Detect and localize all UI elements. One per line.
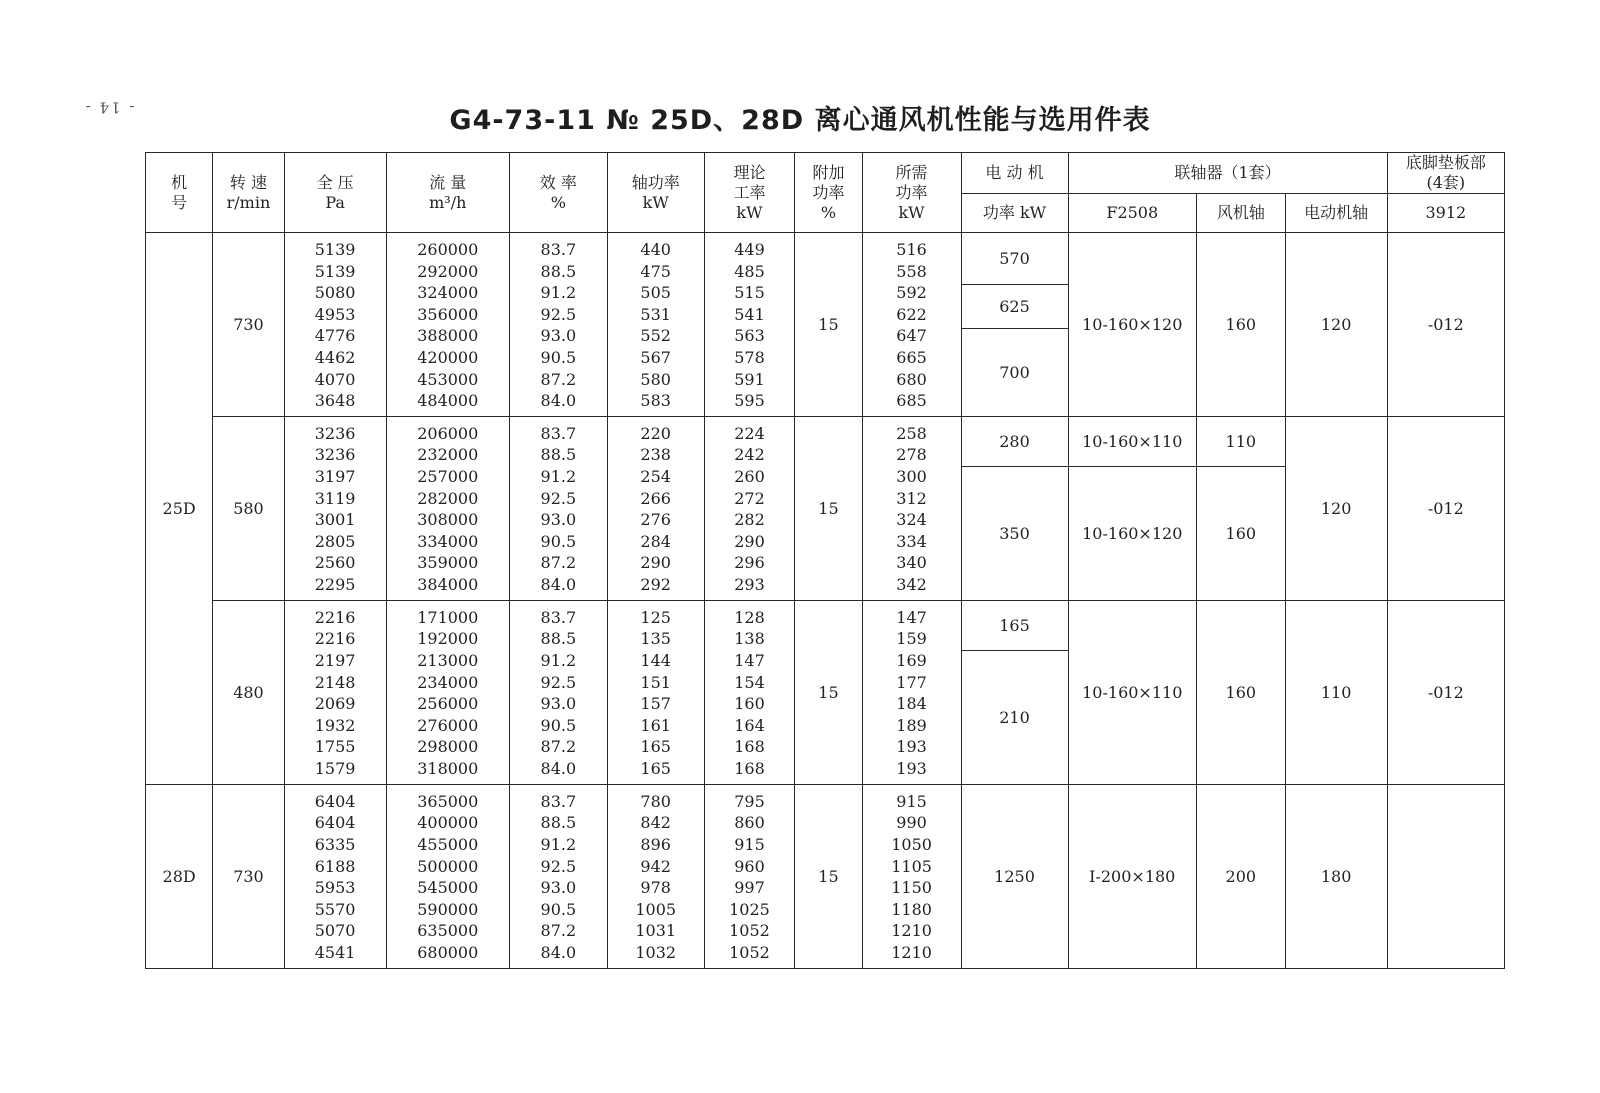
list-value: 635000 xyxy=(417,921,479,941)
list-value: 213000 xyxy=(417,651,479,671)
list-value: 184 xyxy=(896,694,927,714)
list-value: 1755 xyxy=(314,737,356,757)
list-value: 312 xyxy=(896,488,927,508)
speed-cell: 580 xyxy=(213,416,284,600)
list-value: 242 xyxy=(734,445,765,465)
list-value: 87.2 xyxy=(540,553,577,573)
list-value: 290 xyxy=(640,553,671,573)
header-label: 理论 工率 kW xyxy=(733,162,766,222)
list-value: 420000 xyxy=(417,347,479,367)
list-value: 484000 xyxy=(417,391,479,411)
list-value: 342 xyxy=(896,575,927,595)
list-value: 189 xyxy=(896,715,927,735)
extra-power-cell: 15 xyxy=(795,784,862,968)
list-value: 583 xyxy=(640,391,671,411)
motor-power-cell: 210 xyxy=(961,650,1068,784)
efficiency-list xyxy=(509,600,607,784)
list-value: 384000 xyxy=(417,575,479,595)
fan-shaft-cell: 110 xyxy=(1196,416,1285,466)
base-plate-cell: -012 xyxy=(1387,416,1504,600)
list-value: 541 xyxy=(734,304,765,324)
list-value: 220 xyxy=(640,423,671,443)
fan-shaft-cell: 200 xyxy=(1196,784,1285,968)
list-value: 91.2 xyxy=(540,651,577,671)
list-value: 545000 xyxy=(417,878,479,898)
list-value: 91.2 xyxy=(540,283,577,303)
motor-shaft-cell: 180 xyxy=(1285,784,1387,968)
list-value: 324 xyxy=(896,510,927,530)
list-value: 1150 xyxy=(891,878,932,898)
list-value: 318000 xyxy=(417,759,479,779)
theory-power-list xyxy=(704,784,795,968)
coupling-cell: 10-160×120 xyxy=(1068,233,1196,417)
list-value: 164 xyxy=(734,715,765,735)
list-value: 88.5 xyxy=(540,813,577,833)
list-value: 90.5 xyxy=(540,899,577,919)
list-value: 93.0 xyxy=(540,510,577,530)
list-value: 91.2 xyxy=(540,467,577,487)
list-value: 135 xyxy=(640,629,671,649)
list-value: 365000 xyxy=(417,791,479,811)
header-base-plate-code: 3912 xyxy=(1387,194,1504,233)
header-pressure xyxy=(284,153,386,233)
pressure-list xyxy=(284,600,386,784)
list-value: 531 xyxy=(640,304,671,324)
list-value: 88.5 xyxy=(540,445,577,465)
motor-power-cell: 570 xyxy=(961,233,1068,285)
list-value: 3236 xyxy=(314,445,356,465)
performance-table xyxy=(145,152,1505,969)
model-cell: 25D xyxy=(146,233,213,785)
list-value: 93.0 xyxy=(540,878,577,898)
list-value: 2148 xyxy=(314,672,356,692)
extra-power-cell: 15 xyxy=(795,416,862,600)
list-value: 915 xyxy=(734,835,765,855)
list-value: 193 xyxy=(896,737,927,757)
shaft-power-list xyxy=(607,233,704,417)
list-value: 595 xyxy=(734,391,765,411)
list-value: 256000 xyxy=(417,694,479,714)
list-value: 232000 xyxy=(417,445,479,465)
theory-power-list xyxy=(704,416,795,600)
list-value: 160 xyxy=(734,694,765,714)
list-value: 4776 xyxy=(314,326,356,346)
flow-list xyxy=(386,233,509,417)
list-value: 580 xyxy=(640,369,671,389)
list-value: 93.0 xyxy=(540,326,577,346)
base-plate-cell xyxy=(1387,784,1504,968)
list-value: 1052 xyxy=(729,921,770,941)
list-value: 515 xyxy=(734,283,765,303)
fan-shaft-cell: 160 xyxy=(1196,600,1285,784)
list-value: 6404 xyxy=(314,791,356,811)
coupling-cell: 10-160×120 xyxy=(1068,466,1196,600)
pressure-list xyxy=(284,416,386,600)
header-model xyxy=(146,153,213,233)
efficiency-list xyxy=(509,784,607,968)
list-value: 257000 xyxy=(417,467,479,487)
list-value: 2197 xyxy=(314,651,356,671)
base-plate-cell: -012 xyxy=(1387,233,1504,417)
list-value: 915 xyxy=(896,791,927,811)
list-value: 591 xyxy=(734,369,765,389)
list-value: 157 xyxy=(640,694,671,714)
motor-power-cell: 1250 xyxy=(961,784,1068,968)
list-value: 590000 xyxy=(417,899,479,919)
list-value: 4541 xyxy=(314,943,356,963)
list-value: 516 xyxy=(896,240,927,259)
list-value: 4070 xyxy=(314,369,356,389)
list-value: 356000 xyxy=(417,304,479,324)
list-value: 453000 xyxy=(417,369,479,389)
list-value: 266 xyxy=(640,488,671,508)
header-label: 所需 功率 kW xyxy=(895,162,928,222)
list-value: 647 xyxy=(896,326,927,346)
flow-list xyxy=(386,784,509,968)
extra-power-cell: 15 xyxy=(795,233,862,417)
header-label: 流 量 m³/h xyxy=(429,172,467,212)
base-plate-cell: -012 xyxy=(1387,600,1504,784)
list-value: 125 xyxy=(640,607,671,627)
list-value: 440 xyxy=(640,240,671,259)
flow-list xyxy=(386,416,509,600)
list-value: 2295 xyxy=(314,575,356,595)
list-value: 6188 xyxy=(314,856,356,876)
required-power-list xyxy=(862,233,961,417)
list-value: 260 xyxy=(734,467,765,487)
list-value: 161 xyxy=(640,715,671,735)
list-value: 88.5 xyxy=(540,261,577,281)
list-value: 1180 xyxy=(891,899,932,919)
header-motor: 电 动 机 xyxy=(961,153,1068,194)
list-value: 238 xyxy=(640,445,671,465)
motor-power-cell: 625 xyxy=(961,285,1068,329)
list-value: 4462 xyxy=(314,347,356,367)
required-power-list xyxy=(862,784,961,968)
header-label: 底脚垫板部 (4套) xyxy=(1405,153,1486,192)
list-value: 92.5 xyxy=(540,856,577,876)
list-value: 83.7 xyxy=(540,607,577,627)
list-value: 83.7 xyxy=(540,240,577,259)
list-value: 292000 xyxy=(417,261,479,281)
list-value: 3001 xyxy=(314,510,356,530)
list-value: 224 xyxy=(734,423,765,443)
list-value: 290 xyxy=(734,531,765,551)
motor-shaft-cell: 120 xyxy=(1285,416,1387,600)
list-value: 1031 xyxy=(635,921,677,941)
list-value: 960 xyxy=(734,856,765,876)
list-value: 193 xyxy=(896,759,927,779)
list-value: 168 xyxy=(734,737,765,757)
list-value: 5139 xyxy=(314,261,356,281)
list-value: 292 xyxy=(640,575,671,595)
list-value: 485 xyxy=(734,261,765,281)
motor-shaft-cell: 110 xyxy=(1285,600,1387,784)
list-value: 272 xyxy=(734,488,765,508)
list-value: 90.5 xyxy=(540,715,577,735)
list-value: 90.5 xyxy=(540,531,577,551)
efficiency-list xyxy=(509,233,607,417)
header-extra-power xyxy=(795,153,862,233)
motor-power-cell: 165 xyxy=(961,600,1068,650)
list-value: 324000 xyxy=(417,283,479,303)
list-value: 5080 xyxy=(314,283,356,303)
list-value: 206000 xyxy=(417,423,479,443)
flow-list xyxy=(386,600,509,784)
list-value: 567 xyxy=(640,347,671,367)
list-value: 500000 xyxy=(417,856,479,876)
list-value: 84.0 xyxy=(540,943,577,963)
page-number: - 14 - xyxy=(83,98,135,117)
list-value: 92.5 xyxy=(540,672,577,692)
list-value: 340 xyxy=(896,553,927,573)
header-motor-shaft: 电动机轴 xyxy=(1285,194,1387,233)
list-value: 3119 xyxy=(314,488,356,508)
list-value: 293 xyxy=(734,575,765,595)
motor-power-cell: 700 xyxy=(961,329,1068,417)
list-value: 90.5 xyxy=(540,347,577,367)
list-value: 5953 xyxy=(314,878,356,898)
list-value: 359000 xyxy=(417,553,479,573)
coupling-cell: I-200×180 xyxy=(1068,784,1196,968)
model-cell: 28D xyxy=(146,784,213,968)
header-label: 全 压 Pa xyxy=(316,172,354,212)
motor-power-cell: 280 xyxy=(961,416,1068,466)
list-value: 4953 xyxy=(314,304,356,324)
list-value: 83.7 xyxy=(540,791,577,811)
list-value: 2216 xyxy=(314,607,356,627)
list-value: 2560 xyxy=(314,553,356,573)
list-value: 165 xyxy=(640,737,671,757)
theory-power-list xyxy=(704,233,795,417)
header-shaft-power xyxy=(607,153,704,233)
list-value: 552 xyxy=(640,326,671,346)
header-fan-shaft: 风机轴 xyxy=(1196,194,1285,233)
list-value: 780 xyxy=(640,791,671,811)
page-title: G4-73-11 № 25D、28D 离心通风机性能与选用件表 xyxy=(449,105,1151,136)
list-value: 334000 xyxy=(417,531,479,551)
list-value: 1025 xyxy=(729,899,770,919)
list-value: 128 xyxy=(734,607,765,627)
list-value: 260000 xyxy=(417,240,479,259)
list-value: 258 xyxy=(896,423,927,443)
list-value: 83.7 xyxy=(540,423,577,443)
list-value: 147 xyxy=(896,607,927,627)
header-coupling-f2508: F2508 xyxy=(1068,194,1196,233)
header-motor-power: 功率 kW xyxy=(961,194,1068,233)
header-flow xyxy=(386,153,509,233)
shaft-power-list xyxy=(607,416,704,600)
list-value: 685 xyxy=(896,391,927,411)
list-value: 400000 xyxy=(417,813,479,833)
header-label: 效 率 % xyxy=(539,172,577,212)
list-value: 3648 xyxy=(314,391,356,411)
list-value: 254 xyxy=(640,467,671,487)
header-required-power xyxy=(862,153,961,233)
list-value: 87.2 xyxy=(540,369,577,389)
list-value: 296 xyxy=(734,553,765,573)
header-label: 机 号 xyxy=(171,172,188,212)
list-value: 284 xyxy=(640,531,671,551)
list-value: 5570 xyxy=(314,899,356,919)
list-value: 84.0 xyxy=(540,391,577,411)
list-value: 87.2 xyxy=(540,921,577,941)
list-value: 842 xyxy=(640,813,671,833)
list-value: 680 xyxy=(896,369,927,389)
header-efficiency xyxy=(509,153,607,233)
list-value: 282000 xyxy=(417,488,479,508)
list-value: 92.5 xyxy=(540,304,577,324)
list-value: 144 xyxy=(640,651,671,671)
list-value: 87.2 xyxy=(540,737,577,757)
list-value: 151 xyxy=(640,672,671,692)
list-value: 300 xyxy=(896,467,927,487)
list-value: 6335 xyxy=(314,835,356,855)
list-value: 997 xyxy=(734,878,765,898)
list-value: 168 xyxy=(734,759,765,779)
list-value: 860 xyxy=(734,813,765,833)
header-label: 转 速 r/min xyxy=(226,172,271,212)
pressure-list xyxy=(284,784,386,968)
list-value: 1005 xyxy=(635,899,677,919)
list-value: 592 xyxy=(896,283,927,303)
list-value: 91.2 xyxy=(540,835,577,855)
extra-power-cell: 15 xyxy=(795,600,862,784)
required-power-list xyxy=(862,416,961,600)
list-value: 3236 xyxy=(314,423,356,443)
shaft-power-list xyxy=(607,600,704,784)
list-value: 165 xyxy=(640,759,671,779)
list-value: 1932 xyxy=(314,715,356,735)
header-coupling: 联轴器（1套） xyxy=(1068,153,1387,194)
list-value: 558 xyxy=(896,261,927,281)
list-value: 298000 xyxy=(417,737,479,757)
list-value: 276 xyxy=(640,510,671,530)
list-value: 455000 xyxy=(417,835,479,855)
list-value: 169 xyxy=(896,651,927,671)
list-value: 1052 xyxy=(729,943,770,963)
fan-shaft-cell: 160 xyxy=(1196,233,1285,417)
pressure-list xyxy=(284,233,386,417)
list-value: 147 xyxy=(734,651,765,671)
list-value: 578 xyxy=(734,347,765,367)
header-base-plate xyxy=(1387,153,1504,194)
list-value: 795 xyxy=(734,791,765,811)
list-value: 92.5 xyxy=(540,488,577,508)
list-value: 6404 xyxy=(314,813,356,833)
fan-shaft-cell: 160 xyxy=(1196,466,1285,600)
list-value: 159 xyxy=(896,629,927,649)
list-value: 138 xyxy=(734,629,765,649)
list-value: 2069 xyxy=(314,694,356,714)
list-value: 1105 xyxy=(891,856,932,876)
list-value: 177 xyxy=(896,672,927,692)
efficiency-list xyxy=(509,416,607,600)
list-value: 896 xyxy=(640,835,671,855)
speed-cell: 730 xyxy=(213,233,284,417)
header-label: 附加 功率 % xyxy=(812,162,845,222)
required-power-list xyxy=(862,600,961,784)
list-value: 2805 xyxy=(314,531,356,551)
motor-shaft-cell: 120 xyxy=(1285,233,1387,417)
list-value: 234000 xyxy=(417,672,479,692)
list-value: 990 xyxy=(896,813,927,833)
list-value: 475 xyxy=(640,261,671,281)
list-value: 1579 xyxy=(314,759,356,779)
list-value: 84.0 xyxy=(540,575,577,595)
list-value: 171000 xyxy=(417,607,479,627)
list-value: 622 xyxy=(896,304,927,324)
list-value: 5139 xyxy=(314,240,356,259)
list-value: 2216 xyxy=(314,629,356,649)
theory-power-list xyxy=(704,600,795,784)
list-value: 449 xyxy=(734,240,765,259)
shaft-power-list xyxy=(607,784,704,968)
list-value: 665 xyxy=(896,347,927,367)
list-value: 93.0 xyxy=(540,694,577,714)
header-theory-power xyxy=(704,153,795,233)
header-label: 轴功率 kW xyxy=(631,172,680,212)
list-value: 192000 xyxy=(417,629,479,649)
header-speed xyxy=(213,153,284,233)
speed-cell: 480 xyxy=(213,600,284,784)
coupling-cell: 10-160×110 xyxy=(1068,600,1196,784)
list-value: 388000 xyxy=(417,326,479,346)
motor-power-cell: 350 xyxy=(961,466,1068,600)
list-value: 1210 xyxy=(891,921,932,941)
list-value: 308000 xyxy=(417,510,479,530)
coupling-cell: 10-160×110 xyxy=(1068,416,1196,466)
list-value: 1210 xyxy=(891,943,932,963)
list-value: 88.5 xyxy=(540,629,577,649)
list-value: 3197 xyxy=(314,467,356,487)
list-value: 278 xyxy=(896,445,927,465)
list-value: 942 xyxy=(640,856,671,876)
list-value: 334 xyxy=(896,531,927,551)
list-value: 5070 xyxy=(314,921,356,941)
list-value: 84.0 xyxy=(540,759,577,779)
list-value: 680000 xyxy=(417,943,479,963)
list-value: 563 xyxy=(734,326,765,346)
list-value: 1032 xyxy=(635,943,677,963)
list-value: 154 xyxy=(734,672,765,692)
list-value: 1050 xyxy=(891,835,932,855)
list-value: 276000 xyxy=(417,715,479,735)
list-value: 978 xyxy=(640,878,671,898)
list-value: 505 xyxy=(640,283,671,303)
list-value: 282 xyxy=(734,510,765,530)
speed-cell: 730 xyxy=(213,784,284,968)
